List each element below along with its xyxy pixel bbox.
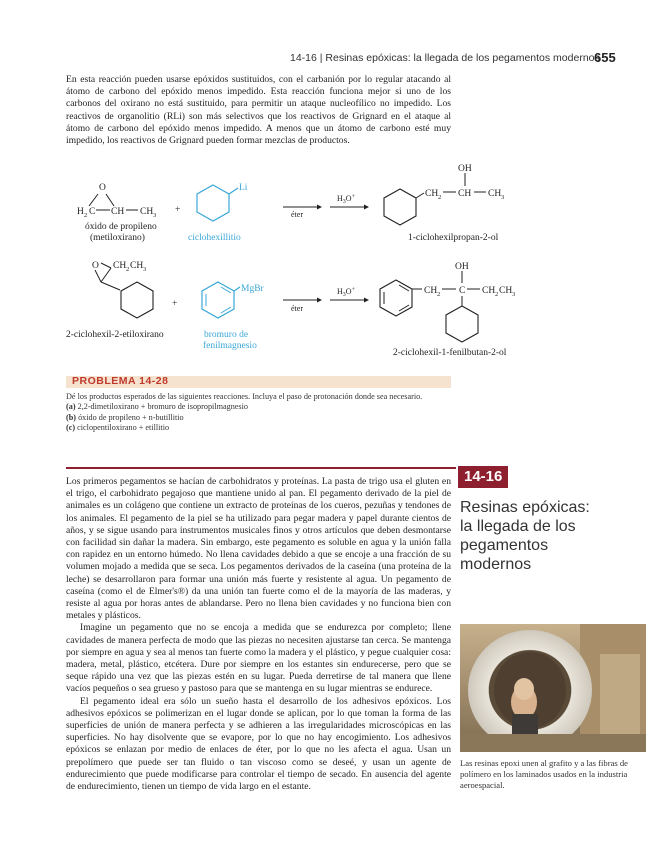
reaction1-epoxide (77, 183, 156, 219)
svg-text:OH: OH (455, 262, 469, 272)
svg-text:CH: CH (425, 189, 439, 199)
body-paragraph-2: Imagine un pegamento que no se encoja a medida que se endurezca por completo; llene cavidades de manera perfecta de modo que las piezas no necesiten ajustarse tan cerca. Se mantenga por siempre en agua y sea al menos tan fuerte como la madera y el plástico, y pegue cualquier cosa: madera, metal, plástico, etcétera. Dure por siempre en los estantes sin endurecerse, pero que se seque rápido una vez que las piezas estén en su lugar. Pueda derretirse de tal manera que llene vacíos pequeños o sea grueso y pastoso para que se mantenga en su lugar mientras se endurece. (66, 622, 451, 695)
svg-text:CH: CH (499, 286, 513, 296)
reaction1-reactant-label-1: óxido de propileno (85, 222, 157, 232)
svg-text:H3O+: $H_3O^+$ (337, 194, 355, 205)
page-number: 655 (594, 50, 616, 65)
section-title: Resinas epóxicas: la llegada de los pegamentos modernos (460, 499, 590, 573)
body-text (66, 476, 451, 793)
svg-text:CH: CH (130, 261, 144, 271)
svg-text:3: 3 (512, 291, 516, 298)
section-rule (66, 467, 456, 469)
reaction-scheme (0, 150, 666, 365)
svg-text:H3O+: $H_3O^+$ (337, 287, 355, 298)
intro-block (66, 74, 451, 147)
svg-text:2: 2 (495, 291, 499, 298)
reaction2-reagent-label-2: fenilmagnesio (203, 341, 257, 351)
reaction2-reagent-atom: MgBr (241, 284, 264, 294)
svg-text:CH: CH (458, 189, 472, 199)
svg-text:2: 2 (84, 212, 88, 219)
svg-text:CH: CH (482, 286, 496, 296)
svg-text:3: 3 (143, 266, 147, 273)
section-number-badge: 14-16 (458, 466, 508, 488)
reaction1-product (384, 164, 504, 225)
body-paragraph-1: Los primeros pegamentos se hacían de carbohidratos y proteínas. La pasta de trigo usa el gluten en el trigo, el carbohidrato pegajoso que mantiene unido al pan. El pegamento derivado de la piel de animales es un colágeno que contiene un extracto de proteínas de los cueros, pezuñas y tendones de los animales. El pegamento de la piel se ha utilizado para pegar madera y papel durante cientos de años, y se sigue usando para instrumentos musicales finos y otros artículos que deben desmontarse con facilidad sin dañar la madera. Sin embargo, este pegamento es soluble en agua y la unión falla con rapidez en un entorno húmedo. No llena cavidades debido a que se encoje a una fracción de su volumen mojado a medida que se seca. Los pegamentos derivados de la caseína (una proteína de la leche) se desarrollaron para formar una unión más fuerte y resistente al agua. Un pegamento de caseína (como el de Elmer's®) da una unión tan fuerte como el de la mayoría de las maderas, y resiste al agua por horas antes de ablandarse. Pero no llena bien cavidades y no funciona bien con metales y plásticos. (66, 476, 451, 622)
reaction2-reagent-label-1: bromuro de (204, 330, 249, 340)
plus-sign-2: + (172, 299, 178, 309)
reaction2-reactant-label: 2-ciclohexil-2-etiloxirano (66, 330, 164, 340)
reaction2-product (380, 262, 515, 342)
svg-text:CH: CH (488, 189, 502, 199)
svg-text:3: 3 (501, 194, 505, 201)
svg-text:C: C (459, 286, 466, 296)
body-paragraph-3: El pegamento ideal era sólo un sueño hasta el desarrollo de los adhesivos epóxicos. Los adhesivos epóxicos se polimerizan en el lugar donde se aplican, por lo que toman la forma de las superficies de unión de manera perfecta y se adhieren a las irregularidades microscópicas en las superficies. No hay disolvente que se evapore, por lo que no hay encogimiento. Los adhesivos epóxicos se enlazan por medio de enlaces de éter, por lo que no les afecta el agua. Usan un prepolímero que puede ser tan fluido o tan viscoso como se deseé, y usan un agente de endurecimiento que puede modificarse para controlar el tiempo de secado. En ausencia del agente de endurecimiento, tienen un tiempo de vida largo en el estante. (66, 695, 451, 793)
reaction2-epoxide (92, 261, 153, 318)
intro-paragraph: En esta reacción pueden usarse epóxidos sustituidos, con el carbanión por lo regular atacando al átomo de carbono del epóxido menos impedido. Esta reacción funciona mejor si uno de los carbonos del oxirano no está sustituido, para permitir un ataque nucleofílico no impedido. Los reactivos de organolitio (RLi) son más selectivos que los reactivos de Grignard en el ataque al átomo de carbono del epóxido menos impedido. A menos que un átomo de carbono esté muy impedido, los reactivos de Grignard pueden formar mezclas de productos. (66, 74, 451, 147)
problem-title: PROBLEMA 14-28 (72, 375, 169, 387)
problem-item-c: (c) ciclopentiloxirano + etillitio (66, 422, 170, 432)
reaction2-phenylmagnesium (202, 282, 265, 318)
svg-text:OH: OH (458, 164, 472, 174)
reaction1-reagent-label: ciclohexillitio (188, 233, 241, 243)
reaction2-product-label: 2-ciclohexil-1-fenilbutan-2-ol (393, 348, 507, 358)
svg-text:2: 2 (437, 291, 441, 298)
reaction1-product-label: 1-ciclohexilpropan-2-ol (408, 233, 499, 243)
problem-item-b: (b) óxido de propileno + n-butillitio (66, 412, 184, 422)
svg-text:H: H (77, 207, 84, 217)
problem-body (66, 392, 451, 433)
problem-item-a: (a) 2,2-dimetiloxirano + bromuro de isopropilmagnesio (66, 402, 248, 412)
reaction2-arrows (283, 287, 369, 313)
svg-text:CH: CH (140, 207, 154, 217)
photo-caption: Las resinas epoxi unen al grafito y a las fibras de polímero en los laminados usados en la industria aeroespacial. (460, 758, 628, 790)
aerospace-laminate-photo (460, 624, 646, 752)
svg-text:O: O (92, 261, 99, 271)
reaction1-cyclohexyllithium (197, 183, 248, 221)
reaction1-solvent: éter (291, 210, 303, 219)
svg-text:CH: CH (111, 207, 125, 217)
svg-text:3: 3 (153, 212, 157, 219)
svg-text:C: C (89, 207, 96, 217)
svg-text:2: 2 (438, 194, 442, 201)
reaction1-reagent-atom: Li (239, 183, 248, 193)
svg-text:O: O (99, 183, 106, 193)
reaction1-reactant-label-2: (metiloxirano) (90, 233, 145, 243)
plus-sign: + (175, 205, 181, 215)
reaction2-solvent: éter (291, 304, 303, 313)
problem-statement: Dé los productos esperados de las siguientes reacciones. Incluya el paso de protonación donde sea necesario. (66, 392, 423, 401)
reaction1-arrows (283, 194, 369, 219)
svg-text:CH: CH (113, 261, 127, 271)
svg-text:2: 2 (126, 266, 130, 273)
svg-text:CH: CH (424, 286, 438, 296)
running-header: 14-16 | Resinas epóxicas: la llegada de los pegamentos modernos (290, 52, 600, 64)
